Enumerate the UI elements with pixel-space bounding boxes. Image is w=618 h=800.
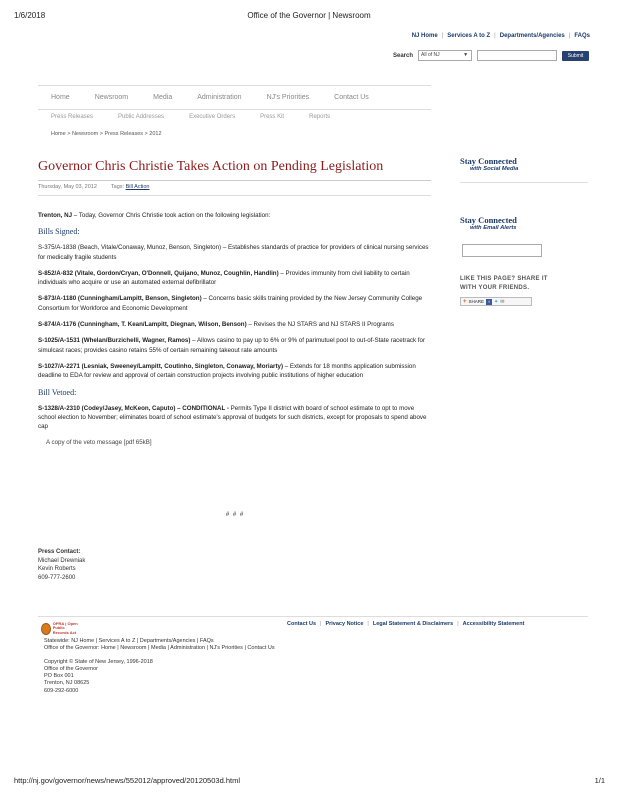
footer-privacy-link[interactable]: Privacy Notice [325,621,364,627]
print-url: http://nj.gov/governor/news/news/552012/approved/20120503d.html [14,776,240,785]
search-submit-button[interactable]: Submit [562,51,589,61]
plus-icon: + [463,298,467,305]
subnav-public-addresses[interactable]: Public Addresses [118,114,165,120]
footer-links: Contact Us | Privacy Notice | Legal Statement & Disclaimers | Accessibility Statement [287,621,525,627]
opra-logo[interactable]: OPRA | Open Public Records Act [41,622,81,635]
print-page-number: 1/1 [594,776,605,785]
article-meta [38,184,149,190]
breadcrumb[interactable]: Home > Newsroom > Press Releases > 2012 [51,131,162,137]
subnav-reports[interactable]: Reports [309,114,331,120]
bill-item: S-852/A-832 (Vitale, Gordon/Cryan, O'Donnell, Quijano, Munoz, Coughlin, Handlin) – Provides immunity from civil liability to certain individuals who acquire or use an automated external defibrillator [38,269,410,287]
article-date: Thursday, May 03, 2012 [38,184,97,190]
article-body [38,211,433,455]
util-link-nj-home[interactable]: NJ Home [411,33,438,39]
divider [460,182,588,183]
footer-legal-link[interactable]: Legal Statement & Disclaimers [372,621,454,627]
search-bar [393,50,589,61]
subnav-press-releases[interactable]: Press Releases [51,114,94,120]
search-input[interactable] [477,50,557,61]
util-link-services[interactable]: Services A to Z [447,33,491,39]
bill-item: S-1025/A-1531 (Whelan/Burzichelli, Wagner, Ramos) – Allows casino to pay up to 6% or 9% of parimutuel pool to out-of-State racetrack for simulcast races; provides casino retains 55% of certain remaining takeout rate amounts [38,337,426,354]
vetoed-bill-item: S-1328/A-2310 (Codey/Jasey, McKeon, Caputo) – CONDITIONAL - Permits Type II district with board of school estimate to opt to move school election to November; eliminates board of school estimate's approval of budgets for such districts, except for proposals to spend above cap [38,404,427,431]
sub-nav [51,114,330,120]
press-contact-label: Press Contact: [38,549,81,555]
bill-item: S-873/A-1180 (Cunningham/Lampitt, Benson, Singleton) – Concerns basic skills training provided by the New Jersey Community College Consortium for Workforce and Economic Development [38,295,423,312]
veto-message-line: A copy of the veto message [pdf 65kB] [46,439,152,447]
util-link-departments[interactable]: Departments/Agencies [499,33,565,39]
copyright: Copyright © State of New Jersey, 1996-2018 [44,658,153,665]
address-line: Trenton, NJ 08625 [44,680,90,687]
divider [38,616,588,617]
nav-newsroom[interactable]: Newsroom [94,94,129,101]
share-prompt: LIKE THIS PAGE? SHARE IT WITH YOUR FRIENDS. [460,276,548,291]
footer-office-links[interactable]: Office of the Governor: Home | Newsroom | Media | Administration | NJ's Priorities | Contact Us [44,645,275,652]
chevron-down-icon: ▼ [463,52,469,58]
tag-link[interactable]: Bill Action [125,184,150,190]
twitter-icon[interactable]: ✦ [494,298,499,305]
press-contact [38,548,85,582]
article-tags: Tags: Bill Action [110,184,150,190]
email-heading: Stay Connected [460,215,517,225]
nav-contact[interactable]: Contact Us [334,94,369,101]
bills-signed-heading: Bills Signed: [38,227,80,237]
share-button[interactable] [460,297,532,306]
address-line: Office of the Governor [44,665,99,672]
page-title: Governor Chris Christie Takes Action on Pending Legislation [38,159,384,174]
main-nav [38,85,431,110]
social-media-widget[interactable] [460,156,518,172]
nav-administration[interactable]: Administration [197,94,242,101]
end-marks: # # # [225,512,245,518]
bill-item: S-375/A-1838 (Beach, Vitale/Conaway, Munoz, Benson, Singleton) – Establishes standards of practice for providers of clinical nursing services for medically fragile students [38,244,429,261]
bill-item: S-874/A-1176 (Cunningham, T. Kean/Lampitt, Diegnan, Wilson, Benson) – Revises the NJ STARS and NJ STARS II Programs [38,321,394,329]
email-subheading: with Email Alerts [470,225,517,231]
divider [38,180,431,181]
veto-pdf-link[interactable]: [pdf 65kB] [123,439,152,447]
intro-paragraph: Trenton, NJ – Today, Governor Chris Christie took action on the following legislation: [38,212,271,219]
utility-nav: NJ Home | Services A to Z | Departments/Agencies | FAQs [411,33,590,39]
press-contact-phone: 609-777-2600 [38,574,76,581]
util-link-faqs[interactable]: FAQs [574,33,590,39]
footer-accessibility-link[interactable]: Accessibility Statement [462,621,525,627]
address-line: 609-292-6000 [44,687,79,694]
search-scope-select[interactable]: All of NJ ▼ [418,50,472,61]
subnav-executive-orders[interactable]: Executive Orders [189,114,236,120]
state-seal-icon [41,623,51,635]
facebook-icon[interactable]: f [486,299,492,305]
social-heading: Stay Connected [460,156,517,166]
share-label: SHARE [468,299,485,304]
address-line: PO Box 001 [44,673,74,680]
footer-contact-link[interactable]: Contact Us [287,621,317,627]
press-contact-name: Michael Drewniak [38,557,86,564]
print-title: Office of the Governor | Newsroom [247,11,371,20]
email-alerts-widget [460,215,517,231]
social-subheading: with Social Media [470,166,519,172]
footer-text [44,638,275,695]
bill-item: S-1027/A-2271 (Lesniak, Sweeney/Lampitt, Coutinho, Singleton, Conaway, Moriarty) – Extends for 18 months application submission deadline to EDA for review and approval of certain construction projects involving public institutions of higher education [38,362,416,380]
print-date: 1/6/2018 [14,11,46,20]
subnav-press-kit[interactable]: Press Kit [260,114,285,120]
search-label: Search [393,52,414,59]
email-alert-input[interactable] [462,244,542,257]
nav-home[interactable]: Home [51,94,70,101]
divider [38,195,431,196]
press-contact-name: Kevin Roberts [38,566,76,573]
bill-vetoed-heading: Bill Vetoed: [38,387,77,397]
email-icon[interactable]: ✉ [500,298,505,305]
nav-priorities[interactable]: NJ's Priorities [266,94,310,101]
footer-statewide-links[interactable]: Statewide: NJ Home | Services A to Z | Departments/Agencies | FAQs [44,638,214,644]
nav-media[interactable]: Media [153,94,173,101]
